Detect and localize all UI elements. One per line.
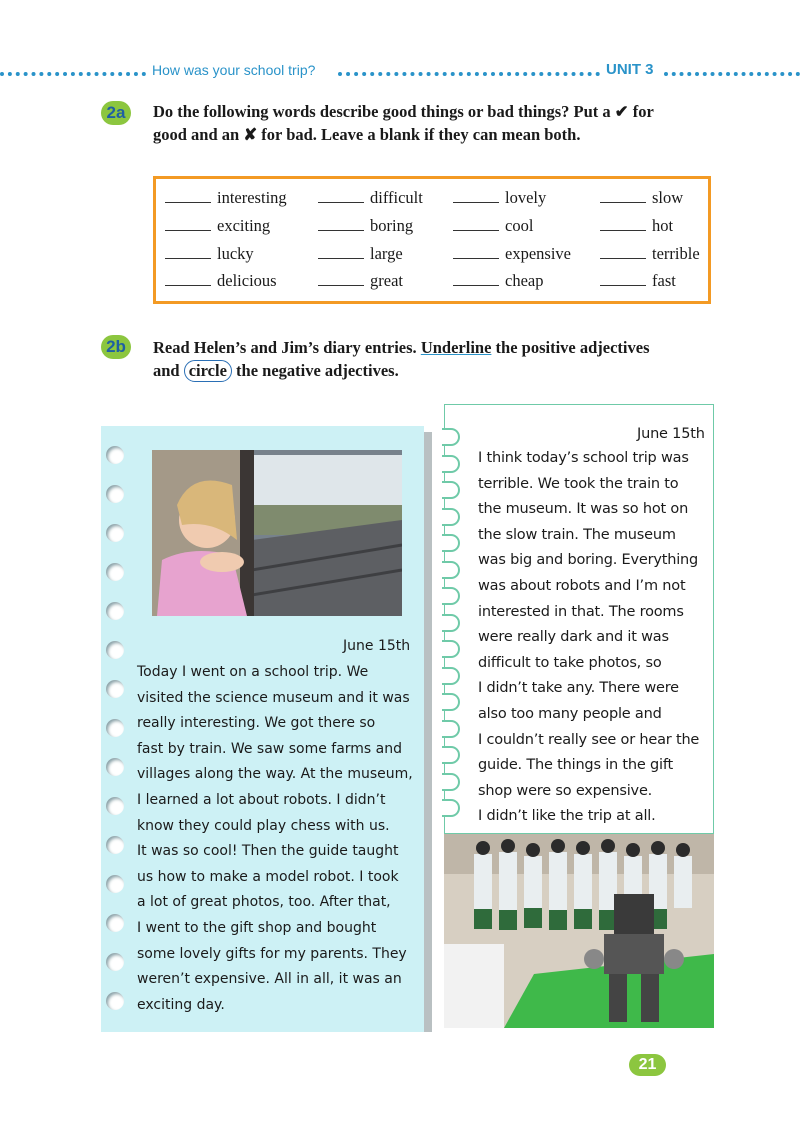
answer-blank[interactable] [318, 271, 364, 286]
answer-blank[interactable] [165, 271, 211, 286]
check-icon: ✔ [614, 102, 629, 121]
word-item [600, 188, 683, 208]
word-label: fast [652, 271, 676, 290]
instr-2b-line1b: the positive adjectives [495, 338, 650, 357]
girl-on-train-photo [152, 450, 402, 616]
helen-line: I learned a lot about robots. I didn’t [137, 792, 386, 808]
helen-line: some lovely gifts for my parents. They [137, 945, 407, 962]
instr-2a-line1: Do the following words describe good things or bad things? Put a [153, 102, 611, 121]
unit-label: UNIT 3 [606, 61, 654, 78]
word-item [600, 244, 700, 264]
binder-ring [106, 485, 124, 503]
jim-line: guide. The things in the gift [478, 757, 674, 774]
header-title: How was your school trip? [152, 62, 316, 78]
binder-ring [106, 875, 124, 893]
jim-line: I didn’t take any. There were [478, 680, 679, 697]
task-2a-badge: 2a [101, 101, 131, 125]
jim-line: I couldn’t really see or hear the [478, 731, 700, 748]
binder-ring [106, 446, 124, 464]
word-item [453, 188, 546, 208]
word-item [165, 188, 287, 208]
task-2b-badge: 2b [101, 335, 131, 359]
helen-line: Today I went on a school trip. We [137, 664, 369, 680]
word-item [165, 271, 277, 291]
helen-page-shadow [424, 432, 432, 1032]
spiral-loop [442, 455, 460, 473]
binder-ring [106, 758, 124, 776]
spiral-loop [442, 561, 460, 579]
helen-line: weren’t expensive. All in all, it was an [137, 971, 402, 988]
binder-ring [106, 797, 124, 815]
binder-ring [106, 563, 124, 581]
spiral-loop [442, 534, 460, 552]
answer-blank[interactable] [453, 216, 499, 231]
word-label: large [370, 244, 403, 263]
answer-blank[interactable] [453, 271, 499, 286]
helen-line: exciting day. [137, 996, 225, 1013]
robot-image [444, 834, 714, 1028]
helen-line: fast by train. We saw some farms and [137, 740, 403, 757]
jim-line: difficult to take photos, so [478, 654, 662, 671]
answer-blank[interactable] [600, 271, 646, 286]
word-label: delicious [217, 271, 277, 290]
binder-ring [106, 836, 124, 854]
train-window-image [152, 450, 402, 616]
word-item [318, 216, 413, 236]
answer-blank[interactable] [600, 216, 646, 231]
circle-word: circle [184, 360, 232, 382]
word-item [453, 271, 543, 291]
word-label: expensive [505, 244, 571, 263]
jim-line: interested in that. The rooms [478, 603, 684, 620]
word-label: great [370, 271, 403, 290]
answer-blank[interactable] [165, 244, 211, 259]
jim-line: also too many people and [478, 706, 662, 722]
word-label: hot [652, 216, 674, 235]
answer-blank[interactable] [165, 216, 211, 231]
jim-line: terrible. We took the train to [478, 475, 679, 492]
word-label: lucky [217, 244, 254, 263]
answer-blank[interactable] [600, 188, 646, 203]
instr-2a-line2a: good and an [153, 125, 240, 144]
word-label: cheap [505, 271, 544, 290]
task-2a-instruction [153, 100, 753, 146]
binder-ring [106, 602, 124, 620]
jim-line: the slow train. The museum [478, 526, 676, 543]
helen-line: villages along the way. At the museum, [137, 766, 413, 783]
word-item [318, 188, 423, 208]
binder-ring [106, 524, 124, 542]
word-label: terrible [652, 244, 700, 263]
instr-2a-line1-end: for [632, 102, 654, 121]
instr-2b-line1a: Read Helen’s and Jim’s diary entries. [153, 338, 417, 357]
word-item [318, 244, 403, 264]
spiral-loop [442, 799, 460, 817]
word-label: interesting [217, 188, 287, 207]
binder-ring [106, 953, 124, 971]
spiral-loop [442, 481, 460, 499]
helen-line: It was so cool! Then the guide taught [137, 843, 399, 860]
word-label: difficult [370, 188, 423, 207]
spiral-loop [442, 773, 460, 791]
binder-ring [106, 914, 124, 932]
jim-line: the museum. It was so hot on [478, 501, 689, 518]
word-label: exciting [217, 216, 271, 235]
helen-line: us how to make a model robot. I took [137, 868, 399, 885]
spiral-loop [442, 614, 460, 632]
word-label: slow [652, 188, 684, 207]
word-item [453, 216, 533, 236]
helen-line: really interesting. We got there so [137, 715, 376, 732]
binder-ring [106, 680, 124, 698]
spiral-loop [442, 667, 460, 685]
binder-ring [106, 641, 124, 659]
jim-line: was big and boring. Everything [478, 552, 699, 569]
header-dots-left [0, 72, 146, 76]
binder-ring [106, 992, 124, 1010]
page-header [0, 60, 800, 86]
binder-ring [106, 719, 124, 737]
spiral-loop [442, 720, 460, 738]
word-item [318, 271, 403, 291]
spiral-loop [442, 746, 460, 764]
jim-line: I didn’t like the trip at all. [478, 808, 656, 825]
answer-blank[interactable] [453, 244, 499, 259]
word-item [453, 244, 571, 264]
spiral-loop [442, 693, 460, 711]
header-dots-middle [338, 72, 600, 76]
instr-2b-line2b: the negative adjectives. [236, 361, 399, 380]
helen-date: June 15th [343, 638, 411, 654]
helen-line: I went to the gift shop and bought [137, 920, 377, 936]
spiral-loop [442, 640, 460, 658]
jim-line: was about robots and I’m not [478, 578, 686, 594]
answer-blank[interactable] [318, 216, 364, 231]
answer-blank[interactable] [318, 188, 364, 203]
word-item [165, 244, 254, 264]
word-item [600, 271, 676, 291]
underline-word: Underline [420, 338, 492, 357]
helen-line: a lot of great photos, too. After that, [137, 894, 391, 911]
jim-line: shop were so expensive. [478, 782, 653, 799]
answer-blank[interactable] [165, 188, 211, 203]
task-2b-instruction [153, 336, 753, 382]
word-label: lovely [505, 188, 547, 207]
word-item [600, 216, 673, 236]
helen-line: know they could play chess with us. [137, 817, 390, 834]
header-dots-right [664, 72, 800, 76]
spiral-loop [442, 587, 460, 605]
spiral-loop [442, 508, 460, 526]
page-number: 21 [629, 1054, 666, 1076]
word-label: boring [370, 216, 414, 235]
jim-date: June 15th [637, 426, 705, 442]
instr-2a-line2b: for bad. Leave a blank if they can mean both. [261, 125, 581, 144]
word-item [165, 216, 270, 236]
jim-line: were really dark and it was [478, 629, 669, 646]
helen-line: visited the science museum and it was [137, 689, 410, 706]
jim-line: I think today’s school trip was [478, 450, 689, 466]
word-label: cool [505, 216, 534, 235]
answer-blank[interactable] [453, 188, 499, 203]
cross-icon: ✘ [243, 125, 258, 144]
answer-blank[interactable] [600, 244, 646, 259]
spiral-loop [442, 428, 460, 446]
answer-blank[interactable] [318, 244, 364, 259]
robot-exhibit-photo [444, 834, 714, 1028]
instr-2b-line2a: and [153, 361, 180, 380]
